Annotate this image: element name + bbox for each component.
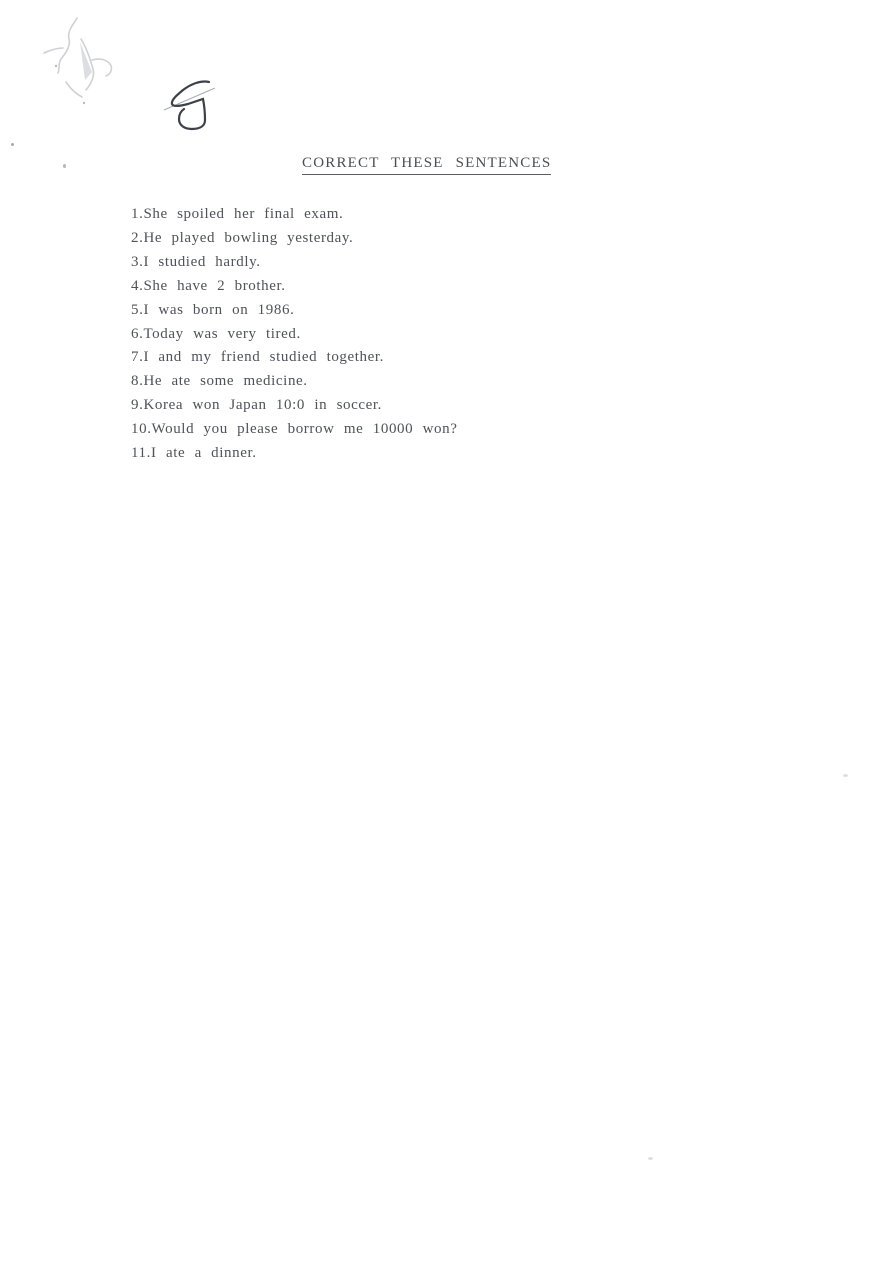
sentence-item-3: 3.I studied hardly. bbox=[131, 253, 261, 270]
sentence-item-1: 1.She spoiled her final exam. bbox=[131, 206, 344, 222]
sentence-item-8: 8.He ate some medicine. bbox=[131, 373, 308, 390]
sentence-item-11: 11.I ate a dinner. bbox=[131, 445, 257, 462]
worksheet-title: CORRECT THESE SENTENCES bbox=[302, 155, 551, 175]
sentence-list bbox=[131, 203, 691, 466]
pencil-smudge-mark bbox=[36, 12, 126, 110]
scan-speck bbox=[63, 164, 66, 168]
sentence-item-4: 4.She have 2 brother. bbox=[131, 277, 286, 294]
scan-speck bbox=[11, 143, 14, 146]
sentence-item-6: 6.Today was very tired. bbox=[131, 325, 301, 342]
sentence-item-5: 5.I was born on 1986. bbox=[131, 301, 295, 318]
scan-speck bbox=[843, 774, 848, 777]
handwritten-pen-mark bbox=[162, 76, 220, 136]
sentence-item-7: 7.I and my friend studied together. bbox=[131, 349, 385, 366]
sentence-item-9: 9.Korea won Japan 10:0 in soccer. bbox=[131, 397, 382, 414]
scan-speck bbox=[648, 1157, 653, 1160]
sentence-item-10: 10.Would you please borrow me 10000 won? bbox=[131, 421, 458, 438]
sentence-item-2: 2.He played bowling yesterday. bbox=[131, 229, 354, 246]
